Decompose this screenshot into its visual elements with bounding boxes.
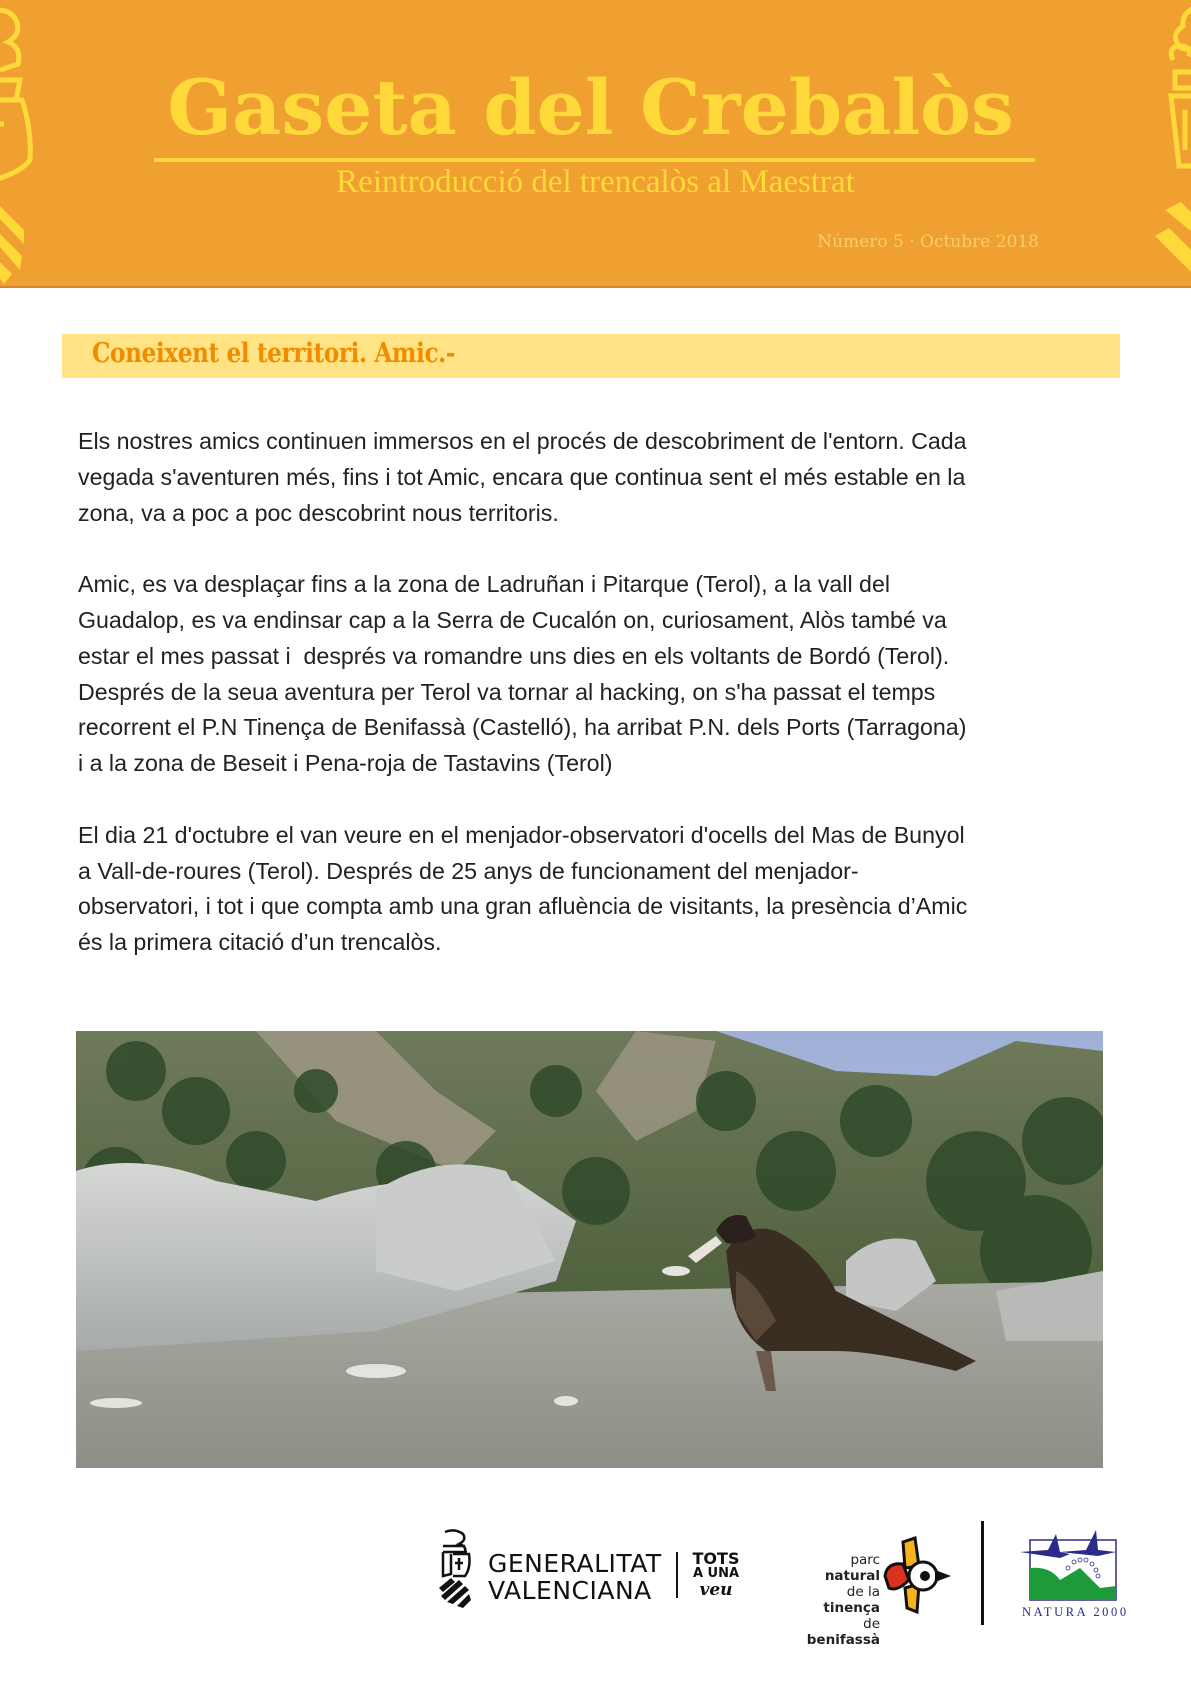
parc-natural-logo-text	[792, 1552, 880, 1648]
article-body	[78, 424, 1128, 997]
text-line: recorrent el P.N Tinença de Benifassà (Castelló), ha arribat P.N. dels Ports (Tarragona)	[78, 714, 967, 741]
logo-line: veu	[699, 1580, 733, 1600]
tots-a-una-veu-logo	[690, 1551, 742, 1599]
logo-divider	[981, 1521, 984, 1625]
article-paragraph	[78, 424, 1128, 531]
article-paragraph	[78, 567, 1128, 782]
text-line: zona, va a poc a poc descobrint nous territoris.	[78, 499, 559, 526]
natura-2000-logo-icon	[1020, 1530, 1120, 1602]
text-line: estar el mes passat i després va romandre uns dies en els voltants de Bordó (Terol).	[78, 642, 950, 669]
logo-divider	[676, 1552, 678, 1598]
logo-line: GENERALITAT	[488, 1549, 662, 1578]
generalitat-valenciana-logo	[488, 1550, 662, 1604]
logo-word: natural	[824, 1568, 880, 1584]
text-line: Guadalop, es va endinsar cap a la Serra de Cucalón on, curiosament, Alòs també va	[78, 606, 947, 633]
newsletter-title	[0, 63, 1191, 152]
generalitat-crest-icon	[437, 1528, 477, 1608]
vulture-photo	[76, 1031, 1103, 1468]
section-banner	[62, 334, 1120, 378]
masthead	[0, 0, 1191, 288]
text-line: i a la zona de Beseit i Pena-roja de Tastavins (Terol)	[78, 750, 613, 777]
text-line: Després de la seua aventura per Terol va tornar al hacking, on s'ha passat el temps	[78, 678, 936, 705]
parc-natural-bird-icon	[883, 1536, 953, 1616]
title-text: Gaseta del Crebalòs	[167, 63, 1014, 152]
issue-number: Número 5 · Octubre 2018	[817, 232, 1039, 252]
text-line: observatori, i tot i que compta amb una gran afluència de visitants, la presència d’Amic	[78, 893, 968, 920]
text-line: Amic, es va desplaçar fins a la zona de Ladruñan i Pitarque (Terol), a la vall del	[78, 571, 890, 598]
text-line: El dia 21 d'octubre el van veure en el menjador-observatori d'ocells del Mas de Bunyol	[78, 821, 965, 848]
logo-word: parc	[850, 1552, 880, 1568]
logo-line: VALENCIANA	[488, 1576, 652, 1605]
landscape-photo-illustration	[76, 1031, 1103, 1468]
logo-word: benifassà	[806, 1632, 880, 1648]
logo-line: TOTS	[692, 1549, 740, 1568]
title-underline	[154, 158, 1035, 162]
logo-word: de	[863, 1616, 880, 1632]
text-line: vegada s'aventuren més, fins i tot Amic, encara que continua sent el més estable en la	[78, 463, 966, 490]
text-line: a Vall-de-roures (Terol). Després de 25 anys de funcionament del menjador-	[78, 857, 859, 884]
newsletter-subtitle: Reintroducció del trencalòs al Maestrat	[336, 164, 855, 200]
article-paragraph	[78, 818, 1128, 961]
logo-word: tinença	[823, 1600, 880, 1616]
text-line: Els nostres amics continuen immersos en el procés de descobriment de l'entorn. Cada	[78, 428, 967, 454]
natura-2000-label: NATURA 2000	[1022, 1605, 1129, 1619]
logo-line: A UNA	[692, 1566, 740, 1581]
text-line: és la primera citació d’un trencalòs.	[78, 929, 442, 956]
section-heading: Coneixent el territori. Amic.-	[92, 338, 456, 369]
logo-word: de la	[846, 1584, 880, 1600]
